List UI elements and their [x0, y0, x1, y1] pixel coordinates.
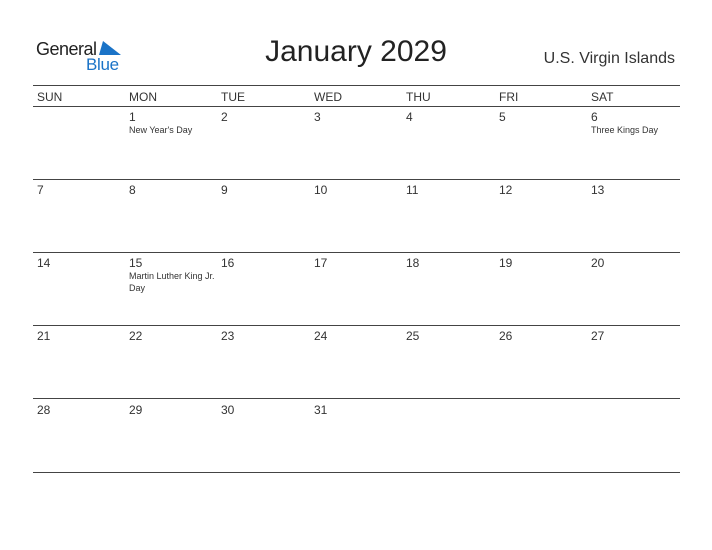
day-cell-wed — [310, 326, 402, 398]
day-cell-sun — [33, 180, 125, 252]
day-cell-sat — [587, 326, 679, 398]
holiday-label: Three Kings Day — [591, 125, 659, 135]
day-cell-thu — [402, 253, 494, 325]
day-cell-sun — [33, 400, 125, 472]
weekday-mon: MON — [129, 90, 157, 104]
day-cell-tue — [217, 180, 309, 252]
weekday-wed: WED — [314, 90, 342, 104]
day-number: 22 — [129, 329, 143, 343]
day-cell-sun — [33, 253, 125, 325]
day-cell-fri — [495, 180, 587, 252]
day-cell-fri — [495, 400, 587, 472]
day-number: 4 — [406, 110, 413, 124]
holiday-label: New Year's Day — [129, 125, 193, 135]
day-number: 20 — [591, 256, 605, 270]
weekday-thu: THU — [406, 90, 431, 104]
day-cell-wed — [310, 400, 402, 472]
weekday-sat: SAT — [591, 90, 614, 104]
day-cell-sun — [33, 326, 125, 398]
brand-name-blue: Blue — [86, 55, 119, 74]
day-cell-tue — [217, 253, 309, 325]
day-cell-fri — [495, 326, 587, 398]
day-cell-sun — [33, 107, 125, 179]
day-number: 16 — [221, 256, 235, 270]
day-number: 2 — [221, 110, 228, 124]
day-number: 28 — [37, 403, 51, 417]
week-row — [33, 107, 680, 180]
holiday-label: Martin Luther King Jr. Day — [129, 271, 215, 293]
day-cell-sat — [587, 253, 679, 325]
day-cell-mon — [125, 180, 217, 252]
day-number: 6 — [591, 110, 598, 124]
day-number: 14 — [37, 256, 51, 270]
day-number: 3 — [314, 110, 321, 124]
calendar-region: U.S. Virgin Islands — [543, 50, 675, 67]
day-number: 8 — [129, 183, 136, 197]
day-cell-mon — [125, 400, 217, 472]
calendar-grid — [33, 85, 680, 475]
calendar-title: January 2029 — [265, 35, 447, 68]
day-number: 27 — [591, 329, 605, 343]
day-cell-sat — [587, 180, 679, 252]
day-number: 29 — [129, 403, 143, 417]
day-number: 31 — [314, 403, 328, 417]
day-cell-sat — [587, 107, 679, 179]
weekday-sun: SUN — [37, 90, 63, 104]
day-cell-fri — [495, 107, 587, 179]
day-cell-tue — [217, 326, 309, 398]
day-number: 10 — [314, 183, 328, 197]
day-number: 23 — [221, 329, 235, 343]
day-number: 9 — [221, 183, 228, 197]
day-cell-mon — [125, 107, 217, 179]
day-cell-wed — [310, 180, 402, 252]
day-cell-wed — [310, 253, 402, 325]
day-cell-thu — [402, 400, 494, 472]
day-number: 17 — [314, 256, 328, 270]
day-number: 15 — [129, 256, 143, 270]
day-number: 7 — [37, 183, 44, 197]
day-number: 24 — [314, 329, 328, 343]
day-number: 13 — [591, 183, 605, 197]
week-row — [33, 326, 680, 399]
brand-name-general: General — [36, 39, 97, 59]
day-cell-fri — [495, 253, 587, 325]
day-cell-thu — [402, 326, 494, 398]
day-number: 11 — [406, 183, 419, 197]
week-row — [33, 180, 680, 253]
day-number: 26 — [499, 329, 513, 343]
day-number: 30 — [221, 403, 235, 417]
day-number: 1 — [129, 110, 136, 124]
day-cell-tue — [217, 400, 309, 472]
day-number: 21 — [37, 329, 51, 343]
week-row — [33, 253, 680, 326]
day-number: 25 — [406, 329, 420, 343]
weekday-tue: TUE — [221, 90, 245, 104]
day-cell-sat — [587, 400, 679, 472]
day-cell-wed — [310, 107, 402, 179]
week-row — [33, 400, 680, 473]
day-cell-tue — [217, 107, 309, 179]
day-cell-mon — [125, 253, 217, 325]
day-number: 18 — [406, 256, 420, 270]
weekday-fri: FRI — [499, 90, 519, 104]
day-cell-mon — [125, 326, 217, 398]
day-cell-thu — [402, 180, 494, 252]
day-cell-thu — [402, 107, 494, 179]
day-number: 19 — [499, 256, 513, 270]
day-number: 5 — [499, 110, 506, 124]
day-number: 12 — [499, 183, 513, 197]
weekday-header-row — [33, 86, 680, 107]
